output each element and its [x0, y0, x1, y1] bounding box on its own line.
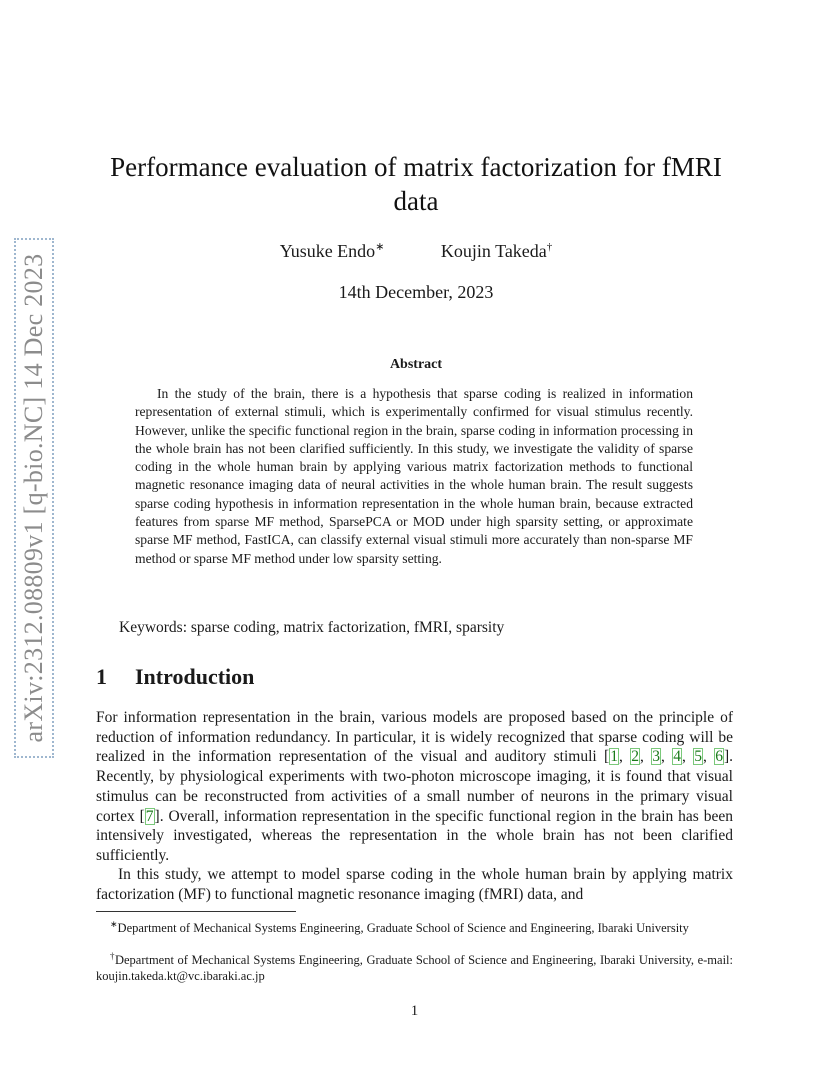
publication-date: 14th December, 2023: [338, 282, 494, 302]
author-1-mark: ∗: [375, 241, 385, 253]
intro-p1-text-3: ]. Overall, information representation in the specific functional region in the brain has been intensively investigated, whereas the representation in the whole brain has not been clarified sufficiently.: [96, 807, 734, 864]
author-2-name: Koujin Takeda: [440, 241, 547, 261]
abstract-text: In the study of the brain, there is a hypothesis that sparse coding is realized in information representation of external stimuli, which is experimentally confirmed for visual stimulus recently. However, unlike the specific functional region in the brain, sparse coding in information processing in the whole brain has not been clarified sufficiently. In this study, we investigate the validity of sparse coding in the whole human brain by applying various matrix factorization methods to functional magnetic resonance imaging data of neural activities in the whole human brain. The result suggests sparse coding hypothesis in information representation in the whole human brain, because extracted features from sparse MF method, SparsePCA or MOD under high sparsity setting, or approximate sparse MF method, FastICA, can classify external visual stimuli more accurately than non-sparse MF method or sparse MF method under low sparsity setting.: [135, 386, 693, 566]
footnote-1: [96, 916, 733, 936]
intro-paragraph-1: For information representation in the brain, various models are proposed based on the principle of reduction of information redundancy. In particular, it is widely recognized that sparse coding will be realized in the information representation of the visual and auditory stimuli [1, 2, 3, 4, 5, 6]. Recently, by physiological experiments with two-photon microscope imaging, it is found that visual stimulus can be reconstructed from activities of a small number of neurons in the primary visual cortex [7]. Overall, information representation in the specific functional region in the brain has been intensively investigated, whereas the representation in the whole brain has not been clarified sufficiently.: [96, 709, 734, 864]
citation-link-7[interactable]: 7: [145, 807, 154, 825]
arxiv-identifier: arXiv:2312.08809v1 [q-bio.NC] 14 Dec 2023: [19, 253, 48, 743]
section-heading-introduction: [96, 664, 254, 690]
footnote-2-mark: †: [110, 951, 115, 961]
author-2: [441, 241, 552, 262]
arxiv-identifier-stamp: [14, 238, 54, 758]
paper-title: Performance evaluation of matrix factorization for fMRI data: [110, 152, 722, 216]
footnote-2: [96, 948, 733, 984]
keywords: Keywords: sparse coding, matrix factorization, fMRI, sparsity: [119, 619, 505, 636]
section-title: Introduction: [135, 664, 255, 689]
author-2-mark: †: [546, 241, 553, 253]
footnote-divider: [96, 911, 296, 912]
author-list: [96, 240, 736, 262]
footnote-1-mark: ∗: [110, 919, 118, 929]
citation-link-3[interactable]: 3: [652, 748, 660, 766]
citation-link-2[interactable]: 2: [631, 748, 639, 766]
intro-p1-text-1: For information representation in the brain, various models are proposed based on the principle of reduction of information redundancy. In particular, it is widely recognized that sparse coding will be realized in the information representation of the visual and auditory stimuli [: [96, 709, 733, 766]
citation-link-6[interactable]: 6: [715, 748, 723, 766]
section-number: 1: [96, 664, 107, 689]
intro-p1-text-2: ]. Recently, by physiological experiments with two-photon microscope imaging, it is found that visual stimulus can be reconstructed from activities of a small number of neurons in the primary visual cortex [: [96, 748, 734, 825]
citation-link-1[interactable]: 1: [610, 748, 618, 766]
page-number: 1: [410, 1003, 419, 1019]
author-1: [280, 240, 385, 262]
author-1-name: Yusuke Endo: [279, 241, 376, 261]
footnote-1-text: Department of Mechanical Systems Engineering, Graduate School of Science and Engineering, Ibaraki University: [117, 921, 689, 936]
footnote-2-text: Department of Mechanical Systems Engineering, Graduate School of Science and Engineering, Ibaraki University, e-mail: koujin.takeda.kt@vc.ibaraki.ac.jp: [96, 953, 733, 984]
intro-paragraph-2: In this study, we attempt to model sparse coding in the whole human brain by applying matrix factorization (MF) to functional magnetic resonance imaging (fMRI) data, and: [96, 866, 733, 903]
citation-link-5[interactable]: 5: [694, 748, 702, 766]
abstract-heading: Abstract: [389, 357, 443, 372]
citation-link-4[interactable]: 4: [673, 748, 681, 766]
